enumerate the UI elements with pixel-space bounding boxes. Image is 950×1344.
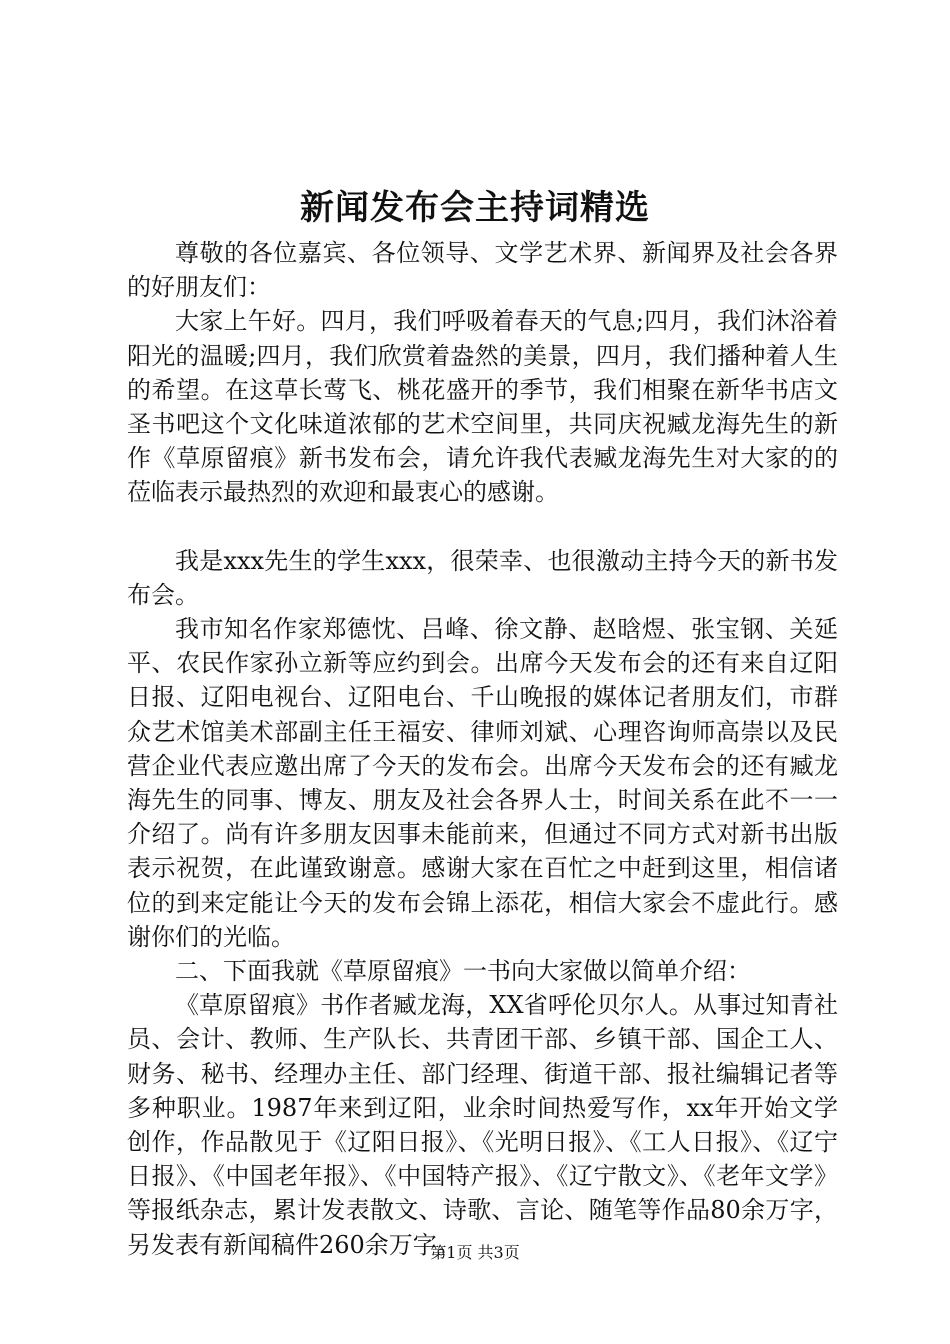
paragraph-section-heading: 二、下面我就《草原留痕》一书向大家做以简单介绍：	[175, 957, 751, 986]
page-footer: 第1页 共3页	[430, 1243, 520, 1262]
document-body	[127, 236, 838, 1262]
paragraph-greeting: 尊敬的各位嘉宾、各位领导、文学艺术界、新闻界及社会各界的好朋友们：	[127, 239, 838, 302]
paragraph-host-intro: 我是xxx先生的学生xxx，很荣幸、也很激动主持今天的新书发布会。	[127, 546, 838, 609]
paragraph-attendees: 我市知名作家郑德忱、吕峰、徐文静、赵晗煜、张宝钢、关延平、农民作家孙立新等应约到会。出席今天发布会的还有来自辽阳日报、辽阳电视台、辽阳电台、千山晚报的媒体记者朋友们，市群众艺术馆美术部副主任王福安、律师刘斌、心理咨询师高崇以及民营企业代表应邀出席了今天的发布会。出席今天发布会的还有臧龙海先生的同事、博友、朋友及社会各界人士，时间关系在此不一一介绍了。尚有许多朋友因事未能前来，但通过不同方式对新书出版表示祝贺，在此谨致谢意。感谢大家在百忙之中赶到这里，相信诸位的到来定能让今天的发布会锦上添花，相信大家会不虚此行。感谢你们的光临。	[127, 615, 838, 951]
paragraph-author-intro: 《草原留痕》书作者臧龙海，XX省呼伦贝尔人。从事过知青社员、会计、教师、生产队长、共青团干部、乡镇干部、国企工人、财务、秘书、经理办主任、部门经理、街道干部、报社编辑记者等多种职业。1987年来到辽阳，业余时间热爱写作，xx年开始文学创作，作品散见于《辽阳日报》、《光明日报》、《工人日报》、《辽宁日报》、《中国老年报》、《中国特产报》、《辽宁散文》、《老年文学》等报纸杂志，累计发表散文、诗歌、言论、随笔等作品80余万字，另发表有新闻稿件260余万字。	[127, 991, 838, 1259]
document-title: 新闻发布会主持词精选	[300, 188, 650, 228]
paragraph-opening: 大家上午好。四月，我们呼吸着春天的气息;四月，我们沐浴着阳光的温暖;四月，我们欣赏着盎然的美景，四月，我们播种着人生的希望。在这草长莺飞、桃花盛开的季节，我们相聚在新华书店文圣书吧这个文化味道浓郁的艺术空间里，共同庆祝臧龙海先生的新作《草原留痕》新书发布会，请允许我代表臧龙海先生对大家的的莅临表示最热烈的欢迎和最衷心的感谢。	[127, 307, 838, 507]
